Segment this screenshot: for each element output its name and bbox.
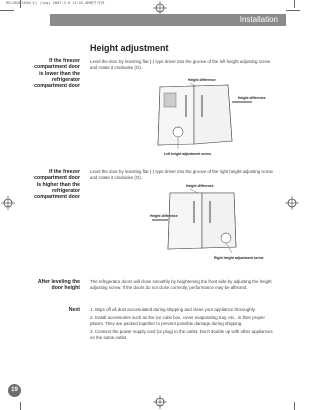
list-item: 1. Wipe off all dust accumulated during shipping and clean your appliance thoroughly. <box>90 307 256 312</box>
figure-label-height-difference-side: Height difference <box>150 214 178 218</box>
side-label-after-leveling: After leveling the door height <box>37 279 80 292</box>
paragraph-freezer-higher: Level the door by inserting flat (-) type driver into the groove of the right height adjusting screw and rotate it clockwise (O). <box>90 169 273 180</box>
print-slug: RFLG8267404(수) (ing) 2007.3.6 11:53 AM페이지19 <box>6 1 105 5</box>
figure-label-screw: Right height adjustment screw <box>214 256 264 260</box>
section-header-title: Installation <box>239 15 278 24</box>
list-item: 2. Install accessories such as the ice cube box, cover evaporating tray, etc., in their proper places. They are packed together to prevent possible damage during shipping. <box>90 315 265 326</box>
page-title: Height adjustment <box>90 43 169 53</box>
registration-mark-icon <box>1 196 15 210</box>
registration-mark-icon <box>285 196 299 210</box>
paragraph-after-leveling: The refrigerator doors will close smoothly by heightening the front side by adjusting the height adjusting screw. If the doors do not close correctly, performance may be affected. <box>90 279 272 290</box>
figure-left-screw-adjustment <box>150 77 266 161</box>
list-item: 3. Connect the power supply cord (or plug) to the outlet. Don't double up with other appliances on the same outlet. <box>90 329 273 340</box>
registration-mark-icon <box>153 1 167 15</box>
crop-mark <box>20 402 21 410</box>
figure-label-screw: Left height adjustment screw <box>164 152 211 156</box>
side-label-freezer-higher: If the freezer compartment door is higher than the refrigerator compartment door <box>34 169 80 201</box>
figure-label-height-difference: Height difference <box>188 78 216 82</box>
section-header-bar <box>50 14 286 26</box>
figure-right-screw-adjustment <box>150 183 262 265</box>
figure-label-height-difference-side: Height difference <box>238 96 266 100</box>
crop-mark <box>286 10 300 11</box>
paragraph-freezer-lower: Level the door by inserting flat (-) type driver into the groove of the left height adjusting screw and rotate it clockwise (O). <box>90 59 271 70</box>
registration-mark-icon <box>153 395 167 409</box>
crop-mark <box>0 10 14 11</box>
crop-mark <box>294 0 295 8</box>
side-label-next: Next <box>68 307 80 313</box>
side-label-freezer-lower: If the freezer compartment door is lower than the refrigerator compartment door <box>34 58 80 90</box>
figure-label-height-difference: Height difference <box>186 184 214 188</box>
page-number-badge: 19 <box>8 384 21 397</box>
crop-mark <box>20 0 21 8</box>
next-steps-list <box>90 307 278 341</box>
crop-mark <box>294 402 295 410</box>
